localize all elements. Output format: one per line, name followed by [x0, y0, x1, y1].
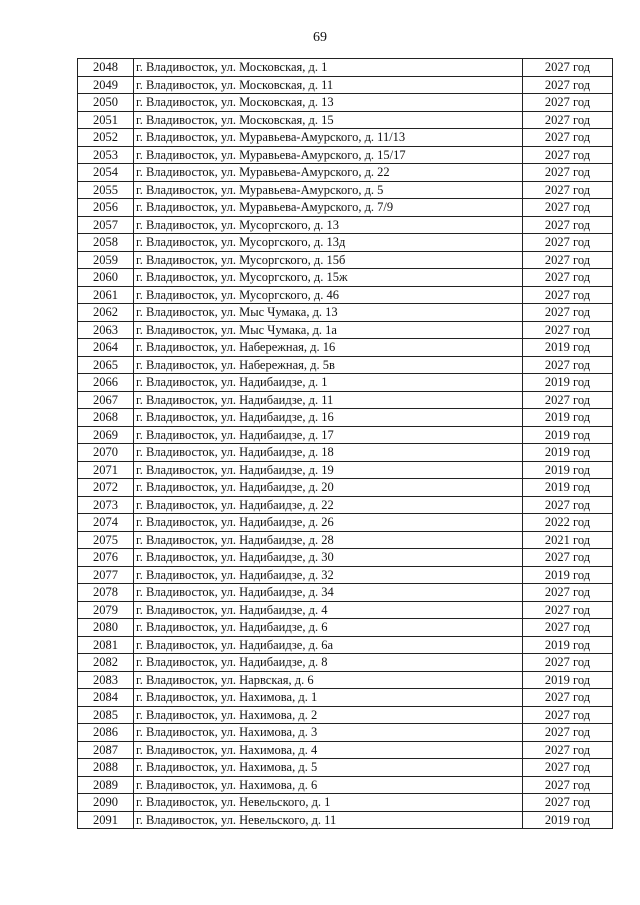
- year-cell: 2027 год: [523, 724, 613, 742]
- year-cell: 2019 год: [523, 461, 613, 479]
- year-cell: 2019 год: [523, 566, 613, 584]
- row-number-cell: 2088: [78, 759, 134, 777]
- table-row: [78, 181, 613, 199]
- row-number-cell: 2058: [78, 234, 134, 252]
- table-row: [78, 269, 613, 287]
- address-cell: г. Владивосток, ул. Нахимова, д. 1: [134, 689, 523, 707]
- address-cell: г. Владивосток, ул. Московская, д. 11: [134, 76, 523, 94]
- year-cell: 2027 год: [523, 146, 613, 164]
- table-row: [78, 76, 613, 94]
- row-number-cell: 2090: [78, 794, 134, 812]
- table-row: [78, 251, 613, 269]
- table-row: [78, 654, 613, 672]
- table-row: [78, 111, 613, 129]
- row-number-cell: 2073: [78, 496, 134, 514]
- row-number-cell: 2051: [78, 111, 134, 129]
- table-row: [78, 759, 613, 777]
- address-cell: г. Владивосток, ул. Московская, д. 15: [134, 111, 523, 129]
- year-cell: 2027 год: [523, 216, 613, 234]
- row-number-cell: 2057: [78, 216, 134, 234]
- address-cell: г. Владивосток, ул. Надибаидзе, д. 18: [134, 444, 523, 462]
- year-cell: 2027 год: [523, 794, 613, 812]
- year-cell: 2019 год: [523, 426, 613, 444]
- table-row: [78, 794, 613, 812]
- address-cell: г. Владивосток, ул. Муравьева-Амурского, д. 5: [134, 181, 523, 199]
- row-number-cell: 2056: [78, 199, 134, 217]
- table-row: [78, 584, 613, 602]
- year-cell: 2027 год: [523, 304, 613, 322]
- table-row: [78, 234, 613, 252]
- year-cell: 2027 год: [523, 706, 613, 724]
- address-cell: г. Владивосток, ул. Муравьева-Амурского, д. 7/9: [134, 199, 523, 217]
- address-cell: г. Владивосток, ул. Надибаидзе, д. 6а: [134, 636, 523, 654]
- address-cell: г. Владивосток, ул. Надибаидзе, д. 16: [134, 409, 523, 427]
- address-cell: г. Владивосток, ул. Нарвская, д. 6: [134, 671, 523, 689]
- table-row: [78, 426, 613, 444]
- year-cell: 2019 год: [523, 444, 613, 462]
- registry-table-body: [78, 59, 613, 829]
- table-row: [78, 321, 613, 339]
- table-row: [78, 811, 613, 829]
- year-cell: 2019 год: [523, 636, 613, 654]
- row-number-cell: 2059: [78, 251, 134, 269]
- table-row: [78, 409, 613, 427]
- row-number-cell: 2063: [78, 321, 134, 339]
- address-cell: г. Владивосток, ул. Надибаидзе, д. 8: [134, 654, 523, 672]
- year-cell: 2027 год: [523, 251, 613, 269]
- row-number-cell: 2078: [78, 584, 134, 602]
- row-number-cell: 2069: [78, 426, 134, 444]
- table-row: [78, 216, 613, 234]
- year-cell: 2019 год: [523, 479, 613, 497]
- address-cell: г. Владивосток, ул. Нахимова, д. 4: [134, 741, 523, 759]
- year-cell: 2019 год: [523, 339, 613, 357]
- row-number-cell: 2085: [78, 706, 134, 724]
- address-cell: г. Владивосток, ул. Надибаидзе, д. 11: [134, 391, 523, 409]
- year-cell: 2027 год: [523, 496, 613, 514]
- year-cell: 2027 год: [523, 321, 613, 339]
- address-cell: г. Владивосток, ул. Невельского, д. 11: [134, 811, 523, 829]
- address-cell: г. Владивосток, ул. Нахимова, д. 2: [134, 706, 523, 724]
- address-cell: г. Владивосток, ул. Надибаидзе, д. 1: [134, 374, 523, 392]
- table-row: [78, 724, 613, 742]
- table-row: [78, 129, 613, 147]
- address-cell: г. Владивосток, ул. Надибаидзе, д. 22: [134, 496, 523, 514]
- table-row: [78, 339, 613, 357]
- table-row: [78, 286, 613, 304]
- table-row: [78, 391, 613, 409]
- row-number-cell: 2050: [78, 94, 134, 112]
- year-cell: 2027 год: [523, 391, 613, 409]
- address-cell: г. Владивосток, ул. Надибаидзе, д. 6: [134, 619, 523, 637]
- row-number-cell: 2089: [78, 776, 134, 794]
- address-cell: г. Владивосток, ул. Муравьева-Амурского, д. 15/17: [134, 146, 523, 164]
- row-number-cell: 2060: [78, 269, 134, 287]
- address-cell: г. Владивосток, ул. Набережная, д. 16: [134, 339, 523, 357]
- address-cell: г. Владивосток, ул. Надибаидзе, д. 20: [134, 479, 523, 497]
- row-number-cell: 2067: [78, 391, 134, 409]
- year-cell: 2027 год: [523, 94, 613, 112]
- table-row: [78, 199, 613, 217]
- table-row: [78, 619, 613, 637]
- table-row: [78, 531, 613, 549]
- year-cell: 2019 год: [523, 409, 613, 427]
- table-row: [78, 164, 613, 182]
- address-cell: г. Владивосток, ул. Московская, д. 13: [134, 94, 523, 112]
- row-number-cell: 2071: [78, 461, 134, 479]
- row-number-cell: 2084: [78, 689, 134, 707]
- building-registry-table: [77, 58, 613, 829]
- table-row: [78, 444, 613, 462]
- row-number-cell: 2053: [78, 146, 134, 164]
- year-cell: 2027 год: [523, 286, 613, 304]
- year-cell: 2027 год: [523, 689, 613, 707]
- row-number-cell: 2065: [78, 356, 134, 374]
- row-number-cell: 2079: [78, 601, 134, 619]
- row-number-cell: 2075: [78, 531, 134, 549]
- year-cell: 2027 год: [523, 654, 613, 672]
- address-cell: г. Владивосток, ул. Мыс Чумака, д. 13: [134, 304, 523, 322]
- year-cell: 2027 год: [523, 741, 613, 759]
- row-number-cell: 2091: [78, 811, 134, 829]
- address-cell: г. Владивосток, ул. Мусоргского, д. 13д: [134, 234, 523, 252]
- table-row: [78, 304, 613, 322]
- year-cell: 2027 год: [523, 269, 613, 287]
- address-cell: г. Владивосток, ул. Мусоргского, д. 15ж: [134, 269, 523, 287]
- year-cell: 2027 год: [523, 76, 613, 94]
- table-row: [78, 689, 613, 707]
- page-number: 69: [313, 30, 327, 45]
- table-row: [78, 566, 613, 584]
- table-row: [78, 146, 613, 164]
- table-row: [78, 636, 613, 654]
- row-number-cell: 2062: [78, 304, 134, 322]
- year-cell: 2027 год: [523, 356, 613, 374]
- row-number-cell: 2087: [78, 741, 134, 759]
- address-cell: г. Владивосток, ул. Надибаидзе, д. 17: [134, 426, 523, 444]
- address-cell: г. Владивосток, ул. Надибаидзе, д. 4: [134, 601, 523, 619]
- row-number-cell: 2055: [78, 181, 134, 199]
- table-row: [78, 514, 613, 532]
- row-number-cell: 2070: [78, 444, 134, 462]
- row-number-cell: 2049: [78, 76, 134, 94]
- year-cell: 2019 год: [523, 671, 613, 689]
- row-number-cell: 2074: [78, 514, 134, 532]
- address-cell: г. Владивосток, ул. Нахимова, д. 6: [134, 776, 523, 794]
- address-cell: г. Владивосток, ул. Мусоргского, д. 15б: [134, 251, 523, 269]
- table-row: [78, 461, 613, 479]
- row-number-cell: 2054: [78, 164, 134, 182]
- year-cell: 2027 год: [523, 59, 613, 77]
- year-cell: 2027 год: [523, 776, 613, 794]
- row-number-cell: 2086: [78, 724, 134, 742]
- row-number-cell: 2066: [78, 374, 134, 392]
- address-cell: г. Владивосток, ул. Невельского, д. 1: [134, 794, 523, 812]
- address-cell: г. Владивосток, ул. Мусоргского, д. 13: [134, 216, 523, 234]
- address-cell: г. Владивосток, ул. Муравьева-Амурского, д. 22: [134, 164, 523, 182]
- row-number-cell: 2083: [78, 671, 134, 689]
- table-row: [78, 549, 613, 567]
- address-cell: г. Владивосток, ул. Нахимова, д. 5: [134, 759, 523, 777]
- year-cell: 2027 год: [523, 759, 613, 777]
- address-cell: г. Владивосток, ул. Надибаидзе, д. 32: [134, 566, 523, 584]
- table-row: [78, 741, 613, 759]
- row-number-cell: 2077: [78, 566, 134, 584]
- address-cell: г. Владивосток, ул. Московская, д. 1: [134, 59, 523, 77]
- row-number-cell: 2076: [78, 549, 134, 567]
- row-number-cell: 2061: [78, 286, 134, 304]
- address-cell: г. Владивосток, ул. Надибаидзе, д. 30: [134, 549, 523, 567]
- year-cell: 2027 год: [523, 199, 613, 217]
- row-number-cell: 2081: [78, 636, 134, 654]
- table-row: [78, 374, 613, 392]
- year-cell: 2019 год: [523, 811, 613, 829]
- table-row: [78, 94, 613, 112]
- year-cell: 2027 год: [523, 111, 613, 129]
- year-cell: 2019 год: [523, 374, 613, 392]
- year-cell: 2027 год: [523, 549, 613, 567]
- table-row: [78, 601, 613, 619]
- address-cell: г. Владивосток, ул. Мыс Чумака, д. 1а: [134, 321, 523, 339]
- year-cell: 2027 год: [523, 181, 613, 199]
- table-row: [78, 706, 613, 724]
- table-row: [78, 496, 613, 514]
- year-cell: 2027 год: [523, 129, 613, 147]
- address-cell: г. Владивосток, ул. Мусоргского, д. 46: [134, 286, 523, 304]
- row-number-cell: 2072: [78, 479, 134, 497]
- table-row: [78, 59, 613, 77]
- row-number-cell: 2048: [78, 59, 134, 77]
- year-cell: 2027 год: [523, 164, 613, 182]
- year-cell: 2021 год: [523, 531, 613, 549]
- address-cell: г. Владивосток, ул. Надибаидзе, д. 28: [134, 531, 523, 549]
- row-number-cell: 2052: [78, 129, 134, 147]
- table-row: [78, 356, 613, 374]
- year-cell: 2027 год: [523, 619, 613, 637]
- year-cell: 2022 год: [523, 514, 613, 532]
- address-cell: г. Владивосток, ул. Муравьева-Амурского, д. 11/13: [134, 129, 523, 147]
- address-cell: г. Владивосток, ул. Надибаидзе, д. 19: [134, 461, 523, 479]
- row-number-cell: 2082: [78, 654, 134, 672]
- table-row: [78, 479, 613, 497]
- address-cell: г. Владивосток, ул. Надибаидзе, д. 34: [134, 584, 523, 602]
- year-cell: 2027 год: [523, 584, 613, 602]
- table-row: [78, 671, 613, 689]
- row-number-cell: 2064: [78, 339, 134, 357]
- address-cell: г. Владивосток, ул. Набережная, д. 5в: [134, 356, 523, 374]
- table-row: [78, 776, 613, 794]
- year-cell: 2027 год: [523, 601, 613, 619]
- year-cell: 2027 год: [523, 234, 613, 252]
- address-cell: г. Владивосток, ул. Нахимова, д. 3: [134, 724, 523, 742]
- row-number-cell: 2068: [78, 409, 134, 427]
- row-number-cell: 2080: [78, 619, 134, 637]
- address-cell: г. Владивосток, ул. Надибаидзе, д. 26: [134, 514, 523, 532]
